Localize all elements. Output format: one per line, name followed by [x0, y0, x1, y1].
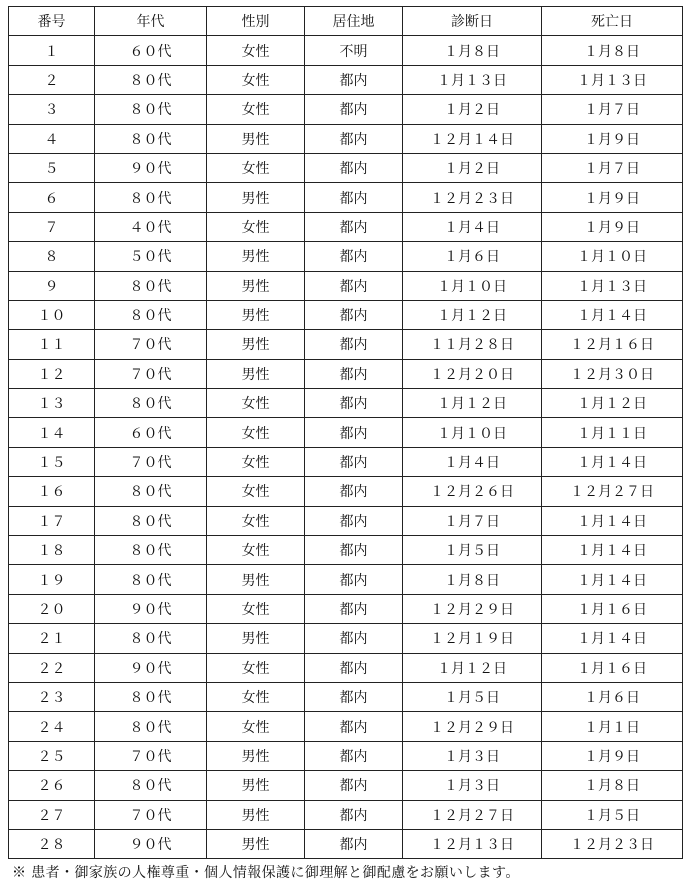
table-row: [9, 124, 683, 153]
cell-diagnosis-date: １月４日: [403, 447, 542, 476]
table-row: [9, 95, 683, 124]
cell-age-group: ８０代: [95, 124, 207, 153]
cell-residence: 都内: [305, 712, 403, 741]
cell-death-date: １月１４日: [542, 300, 683, 329]
header-death-date: 死亡日: [542, 7, 683, 36]
cell-residence: 都内: [305, 447, 403, 476]
cell-residence: 不明: [305, 36, 403, 65]
cell-age-group: ７０代: [95, 359, 207, 388]
cell-number: ４: [9, 124, 95, 153]
cell-death-date: １月８日: [542, 36, 683, 65]
cell-age-group: ９０代: [95, 594, 207, 623]
cell-number: １４: [9, 418, 95, 447]
cell-age-group: ７０代: [95, 741, 207, 770]
cell-number: ２６: [9, 771, 95, 800]
cell-residence: 都内: [305, 624, 403, 653]
table-row: [9, 741, 683, 770]
cell-sex: 男性: [207, 300, 305, 329]
cell-death-date: １月７日: [542, 95, 683, 124]
cell-residence: 都内: [305, 682, 403, 711]
cell-diagnosis-date: １２月１４日: [403, 124, 542, 153]
cell-number: ２１: [9, 624, 95, 653]
cell-number: ２５: [9, 741, 95, 770]
cell-death-date: １月８日: [542, 771, 683, 800]
table-row: [9, 65, 683, 94]
table-row: [9, 771, 683, 800]
cell-sex: 男性: [207, 565, 305, 594]
cell-diagnosis-date: １２月１９日: [403, 624, 542, 653]
cell-number: ２３: [9, 682, 95, 711]
table-row: [9, 389, 683, 418]
cell-age-group: ８０代: [95, 712, 207, 741]
cell-residence: 都内: [305, 771, 403, 800]
table-row: [9, 153, 683, 182]
cell-age-group: ９０代: [95, 829, 207, 858]
cell-diagnosis-date: １月２日: [403, 95, 542, 124]
cell-number: ５: [9, 153, 95, 182]
cell-residence: 都内: [305, 389, 403, 418]
table-row: [9, 359, 683, 388]
cell-sex: 男性: [207, 359, 305, 388]
cell-age-group: ７０代: [95, 800, 207, 829]
cell-sex: 男性: [207, 800, 305, 829]
cell-sex: 女性: [207, 477, 305, 506]
cell-sex: 男性: [207, 242, 305, 271]
cell-age-group: ５０代: [95, 242, 207, 271]
cell-death-date: １月１日: [542, 712, 683, 741]
cell-number: １６: [9, 477, 95, 506]
cell-sex: 女性: [207, 418, 305, 447]
cell-number: １３: [9, 389, 95, 418]
cell-age-group: ８０代: [95, 271, 207, 300]
cell-diagnosis-date: １２月２０日: [403, 359, 542, 388]
cell-residence: 都内: [305, 271, 403, 300]
cell-death-date: １月１０日: [542, 242, 683, 271]
cell-sex: 男性: [207, 624, 305, 653]
table-row: [9, 418, 683, 447]
cell-diagnosis-date: １月８日: [403, 565, 542, 594]
table-row: [9, 183, 683, 212]
cell-number: １８: [9, 536, 95, 565]
cell-sex: 女性: [207, 594, 305, 623]
cell-age-group: ８０代: [95, 506, 207, 535]
cell-sex: 女性: [207, 447, 305, 476]
header-residence: 居住地: [305, 7, 403, 36]
table-body: [9, 36, 683, 859]
table-row: [9, 594, 683, 623]
header-number: 番号: [9, 7, 95, 36]
cases-table: [8, 6, 683, 859]
cell-death-date: １月５日: [542, 800, 683, 829]
cell-death-date: １月１３日: [542, 65, 683, 94]
cell-age-group: ８０代: [95, 565, 207, 594]
cell-diagnosis-date: １月５日: [403, 536, 542, 565]
cell-death-date: １２月２７日: [542, 477, 683, 506]
cell-diagnosis-date: １２月２９日: [403, 594, 542, 623]
cell-number: １０: [9, 300, 95, 329]
cell-diagnosis-date: １２月２６日: [403, 477, 542, 506]
cell-number: ６: [9, 183, 95, 212]
cell-age-group: ８０代: [95, 300, 207, 329]
cell-residence: 都内: [305, 330, 403, 359]
cell-number: １９: [9, 565, 95, 594]
cell-age-group: ９０代: [95, 653, 207, 682]
cell-age-group: ９０代: [95, 153, 207, 182]
cell-death-date: １月１４日: [542, 565, 683, 594]
table-row: [9, 477, 683, 506]
cell-death-date: １月１３日: [542, 271, 683, 300]
cell-number: ７: [9, 212, 95, 241]
cell-sex: 男性: [207, 330, 305, 359]
cell-diagnosis-date: １月１０日: [403, 271, 542, 300]
cell-death-date: １月１４日: [542, 624, 683, 653]
cell-diagnosis-date: １月１２日: [403, 300, 542, 329]
cell-diagnosis-date: １月１３日: [403, 65, 542, 94]
cell-number: ２０: [9, 594, 95, 623]
table-row: [9, 447, 683, 476]
cell-residence: 都内: [305, 95, 403, 124]
cell-age-group: ６０代: [95, 36, 207, 65]
cell-diagnosis-date: １２月２７日: [403, 800, 542, 829]
table-row: [9, 565, 683, 594]
cell-sex: 男性: [207, 183, 305, 212]
cell-age-group: ８０代: [95, 682, 207, 711]
privacy-note: ※ 患者・御家族の人権尊重・個人情報保護に御理解と御配慮をお願いします。: [12, 865, 520, 881]
cell-number: １２: [9, 359, 95, 388]
table-row: [9, 682, 683, 711]
cell-age-group: ６０代: [95, 418, 207, 447]
cell-diagnosis-date: １月１２日: [403, 653, 542, 682]
cell-number: １７: [9, 506, 95, 535]
cell-diagnosis-date: １２月２３日: [403, 183, 542, 212]
table-row: [9, 506, 683, 535]
cell-residence: 都内: [305, 653, 403, 682]
cell-residence: 都内: [305, 800, 403, 829]
cell-diagnosis-date: １月５日: [403, 682, 542, 711]
cell-residence: 都内: [305, 124, 403, 153]
cell-sex: 女性: [207, 153, 305, 182]
cell-death-date: １月１１日: [542, 418, 683, 447]
cell-age-group: ８０代: [95, 95, 207, 124]
table-header-row: [9, 7, 683, 36]
cell-age-group: ８０代: [95, 771, 207, 800]
cell-sex: 女性: [207, 653, 305, 682]
cell-death-date: １月９日: [542, 183, 683, 212]
cell-residence: 都内: [305, 506, 403, 535]
cell-diagnosis-date: １月１２日: [403, 389, 542, 418]
header-diagnosis-date: 診断日: [403, 7, 542, 36]
cell-number: １１: [9, 330, 95, 359]
table-row: [9, 271, 683, 300]
cell-residence: 都内: [305, 829, 403, 858]
cell-number: ９: [9, 271, 95, 300]
table-row: [9, 653, 683, 682]
cell-sex: 女性: [207, 389, 305, 418]
cell-death-date: １月１４日: [542, 447, 683, 476]
cell-age-group: ４０代: [95, 212, 207, 241]
cell-diagnosis-date: １月２日: [403, 153, 542, 182]
cell-age-group: ８０代: [95, 65, 207, 94]
cell-sex: 女性: [207, 95, 305, 124]
cell-age-group: ７０代: [95, 447, 207, 476]
header-sex: 性別: [207, 7, 305, 36]
cell-diagnosis-date: １月８日: [403, 36, 542, 65]
cell-death-date: １月１４日: [542, 536, 683, 565]
cell-diagnosis-date: １月７日: [403, 506, 542, 535]
cell-death-date: １月９日: [542, 212, 683, 241]
cell-number: １５: [9, 447, 95, 476]
cell-number: １: [9, 36, 95, 65]
cell-death-date: １２月２３日: [542, 829, 683, 858]
cell-age-group: ８０代: [95, 183, 207, 212]
cell-death-date: １月１４日: [542, 506, 683, 535]
cell-sex: 女性: [207, 536, 305, 565]
cell-number: ８: [9, 242, 95, 271]
cell-sex: 女性: [207, 36, 305, 65]
cell-diagnosis-date: １２月１３日: [403, 829, 542, 858]
cell-death-date: １月７日: [542, 153, 683, 182]
cell-diagnosis-date: １１月２８日: [403, 330, 542, 359]
cell-residence: 都内: [305, 741, 403, 770]
table-row: [9, 829, 683, 858]
cell-sex: 女性: [207, 506, 305, 535]
cell-sex: 女性: [207, 712, 305, 741]
table-row: [9, 330, 683, 359]
cell-residence: 都内: [305, 212, 403, 241]
cell-number: ２８: [9, 829, 95, 858]
cell-sex: 男性: [207, 271, 305, 300]
cell-diagnosis-date: １月４日: [403, 212, 542, 241]
cell-death-date: １月１６日: [542, 594, 683, 623]
cell-age-group: ７０代: [95, 330, 207, 359]
cell-residence: 都内: [305, 359, 403, 388]
cell-number: ２４: [9, 712, 95, 741]
cell-residence: 都内: [305, 300, 403, 329]
cell-diagnosis-date: １月６日: [403, 242, 542, 271]
cell-diagnosis-date: １２月２９日: [403, 712, 542, 741]
cell-death-date: １月１６日: [542, 653, 683, 682]
table-row: [9, 242, 683, 271]
cell-death-date: １２月３０日: [542, 359, 683, 388]
cell-sex: 女性: [207, 65, 305, 94]
cell-sex: 女性: [207, 212, 305, 241]
cell-residence: 都内: [305, 153, 403, 182]
cell-age-group: ８０代: [95, 624, 207, 653]
cell-number: ２２: [9, 653, 95, 682]
cell-number: ３: [9, 95, 95, 124]
cell-residence: 都内: [305, 536, 403, 565]
cell-residence: 都内: [305, 65, 403, 94]
header-age-group: 年代: [95, 7, 207, 36]
cell-sex: 女性: [207, 682, 305, 711]
cell-residence: 都内: [305, 418, 403, 447]
cell-age-group: ８０代: [95, 536, 207, 565]
cell-sex: 男性: [207, 829, 305, 858]
table-row: [9, 212, 683, 241]
cell-sex: 男性: [207, 124, 305, 153]
cell-residence: 都内: [305, 594, 403, 623]
cell-death-date: １月６日: [542, 682, 683, 711]
cell-residence: 都内: [305, 183, 403, 212]
cell-residence: 都内: [305, 242, 403, 271]
cell-death-date: １２月１６日: [542, 330, 683, 359]
cell-sex: 男性: [207, 771, 305, 800]
cell-number: ２: [9, 65, 95, 94]
table-row: [9, 800, 683, 829]
cell-residence: 都内: [305, 565, 403, 594]
cell-death-date: １月９日: [542, 124, 683, 153]
table-row: [9, 624, 683, 653]
cell-diagnosis-date: １月３日: [403, 771, 542, 800]
cell-age-group: ８０代: [95, 389, 207, 418]
table-row: [9, 36, 683, 65]
cell-residence: 都内: [305, 477, 403, 506]
cell-number: ２７: [9, 800, 95, 829]
table-row: [9, 712, 683, 741]
cell-diagnosis-date: １月３日: [403, 741, 542, 770]
cell-death-date: １月１２日: [542, 389, 683, 418]
cell-sex: 男性: [207, 741, 305, 770]
table-row: [9, 300, 683, 329]
table-row: [9, 536, 683, 565]
cell-diagnosis-date: １月１０日: [403, 418, 542, 447]
cell-age-group: ８０代: [95, 477, 207, 506]
cell-death-date: １月９日: [542, 741, 683, 770]
